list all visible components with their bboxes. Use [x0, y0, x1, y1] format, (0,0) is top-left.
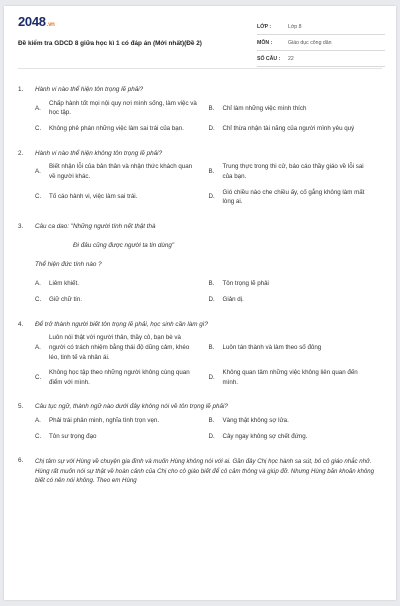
question-3: [18, 223, 382, 311]
option-text: Giản dị.: [222, 295, 244, 303]
option-text: Cây ngay không sợ chết đứng.: [222, 432, 308, 440]
meta-row-class: [257, 19, 385, 35]
question-text: Để trở thành người biết tôn trọng lẽ phải, học sinh cần làm gì?: [35, 320, 208, 328]
option-text: Gió chiều nào che chiều ấy, cố gắng không làm mất lòng ai.: [222, 188, 365, 206]
question-number: 2.: [18, 149, 24, 157]
option-d[interactable]: [209, 432, 383, 442]
option-letter: D.: [208, 373, 215, 381]
question-text: Hành vi nào thể hiện tôn trọng lẽ phải?: [35, 86, 144, 93]
option-letter: D.: [208, 432, 215, 440]
question-1: [18, 86, 382, 140]
option-c[interactable]: [35, 295, 209, 305]
option-text: Chấp hành tốt mọi nội quy nơi mình sống, làm việc và học tập.: [49, 99, 197, 117]
option-text: Luôn nói thật với người thân, thầy cô, bạn bè và người có trách nhiệm bằng thái độ dũng cảm, khéo léo, tinh tế và nhân ái.: [49, 334, 190, 361]
option-b[interactable]: [209, 162, 383, 181]
option-b[interactable]: [209, 99, 383, 118]
option-list: [35, 416, 382, 447]
option-text: Biết nhận lỗi của bản thân và nhận thức khách quan về người khác.: [49, 163, 193, 181]
question-number: 6.: [18, 457, 24, 465]
question-5: [18, 403, 382, 447]
question-number: 4.: [18, 320, 24, 328]
option-letter: B.: [208, 280, 215, 288]
option-d[interactable]: [209, 368, 383, 387]
option-text: Tôn trọng lẽ phải: [222, 280, 269, 288]
option-list: [35, 333, 382, 393]
document-header: [4, 6, 396, 74]
meta-value: 22: [288, 55, 294, 62]
option-letter: C.: [35, 125, 42, 133]
option-b[interactable]: [209, 333, 383, 362]
question-text: Câu tục ngữ, thành ngữ nào dưới đây không nói về tôn trọng lẽ phải?: [35, 403, 228, 411]
question-heading: [18, 403, 382, 412]
option-letter: A.: [35, 280, 41, 288]
question-heading: [18, 457, 382, 485]
option-c[interactable]: [35, 368, 209, 387]
option-text: Trung thực trong thi cử, báo cáo thầy giáo về lỗi sai của bạn.: [222, 163, 364, 181]
poem-line: Đi đâu cũng được người ta tin dùng": [73, 241, 175, 249]
option-c[interactable]: [35, 432, 209, 442]
option-letter: A.: [35, 168, 41, 176]
option-letter: D.: [208, 125, 215, 133]
logo-text: 2048: [18, 14, 46, 29]
option-text: Tôn sư trọng đạo: [49, 432, 97, 440]
option-letter: B.: [208, 168, 215, 176]
meta-label: MÔN :: [257, 39, 273, 46]
question-number: 1.: [18, 86, 24, 93]
meta-row-subject: [257, 35, 385, 51]
option-text: Luôn tán thành và làm theo số đông: [222, 343, 322, 351]
option-text: Chỉ thừa nhận tài năng của người mình yêu quý: [222, 125, 355, 133]
option-letter: C.: [35, 295, 42, 303]
question-text: Chị tâm sự với Hùng về chuyện gia đình và muốn Hùng không nói với ai. Gần đây Chị học hành sa sút, bỏ cô giáo nhắc nhở. Hùng rất muốn nói sự thật về hoàn cảnh của Chị cho cô giáo biết để cô cảm thông và giúp đỡ. Nhưng Hùng băn khoăn không biết có nên nói không. Theo em Hùng: [35, 458, 374, 485]
option-letter: B.: [208, 343, 215, 351]
question-number: 3.: [18, 222, 24, 230]
question-6: [18, 457, 382, 485]
meta-label: LỚP :: [257, 23, 272, 30]
option-letter: A.: [35, 343, 41, 351]
question-heading: [18, 223, 382, 232]
option-c[interactable]: [35, 188, 209, 207]
option-text: Chỉ làm những việc mình thích: [222, 104, 307, 112]
option-letter: C.: [35, 432, 42, 440]
option-a[interactable]: [35, 416, 209, 426]
header-divider: [18, 68, 382, 69]
option-b[interactable]: [209, 416, 383, 426]
option-letter: B.: [208, 104, 215, 112]
option-d[interactable]: [209, 295, 383, 305]
option-b[interactable]: [209, 279, 383, 289]
question-4: [18, 321, 382, 394]
meta-value: Lớp 8: [288, 23, 302, 30]
option-a[interactable]: [35, 279, 209, 289]
option-letter: A.: [35, 104, 41, 112]
option-text: Không phê phán những việc làm sai trái của bạn.: [49, 125, 184, 133]
question-heading: [18, 150, 382, 159]
question-text: Hành vi nào thể hiện không tôn trọng lẽ phải?: [35, 149, 163, 157]
question-list: [4, 76, 396, 486]
option-a[interactable]: [35, 162, 209, 181]
option-letter: C.: [35, 373, 42, 381]
option-text: Giữ chữ tín.: [49, 295, 83, 303]
option-text: Vàng thật không sợ lửa.: [222, 417, 289, 425]
option-text: Không quan tâm những việc không liên quan đến mình.: [222, 369, 358, 386]
meta-label: SỐ CÂU :: [257, 55, 281, 62]
option-list: [35, 99, 382, 140]
option-a[interactable]: [35, 333, 209, 362]
option-list: [35, 162, 382, 212]
meta-value: Giáo dục công dân: [288, 39, 332, 46]
logo-suffix: .vn: [46, 22, 55, 28]
option-text: Tố cáo hành vi, việc làm sai trái.: [49, 193, 138, 201]
meta-row-count: [257, 51, 385, 67]
option-letter: D.: [208, 295, 215, 303]
document-title: Đề kiểm tra GDCD 8 giữa học kì 1 có đáp án (Mới nhất)(Đề 2): [18, 40, 202, 47]
option-text: Liêm khiết.: [49, 280, 79, 288]
question-prompt: Thể hiện đức tính nào ?: [35, 260, 102, 268]
option-text: Không học tập theo những người không cùng quan điểm với mình.: [49, 369, 190, 386]
document-page: [4, 6, 396, 600]
question-text: Câu ca dao: "Những người tính nết thật thà: [35, 222, 156, 230]
option-a[interactable]: [35, 99, 209, 118]
option-d[interactable]: [209, 188, 383, 207]
meta-table: [257, 19, 385, 67]
question-number: 5.: [18, 403, 24, 411]
option-letter: A.: [35, 417, 41, 425]
option-d[interactable]: [209, 124, 383, 134]
question-2: [18, 150, 382, 213]
option-text: Phải trái phân minh, nghĩa tình trọn vẹn.: [49, 417, 160, 425]
option-letter: D.: [208, 193, 215, 201]
question-heading: [18, 321, 382, 330]
option-c[interactable]: [35, 124, 209, 134]
option-list: [35, 279, 382, 310]
question-heading: [18, 86, 382, 95]
option-letter: C.: [35, 193, 42, 201]
option-letter: B.: [208, 417, 215, 425]
